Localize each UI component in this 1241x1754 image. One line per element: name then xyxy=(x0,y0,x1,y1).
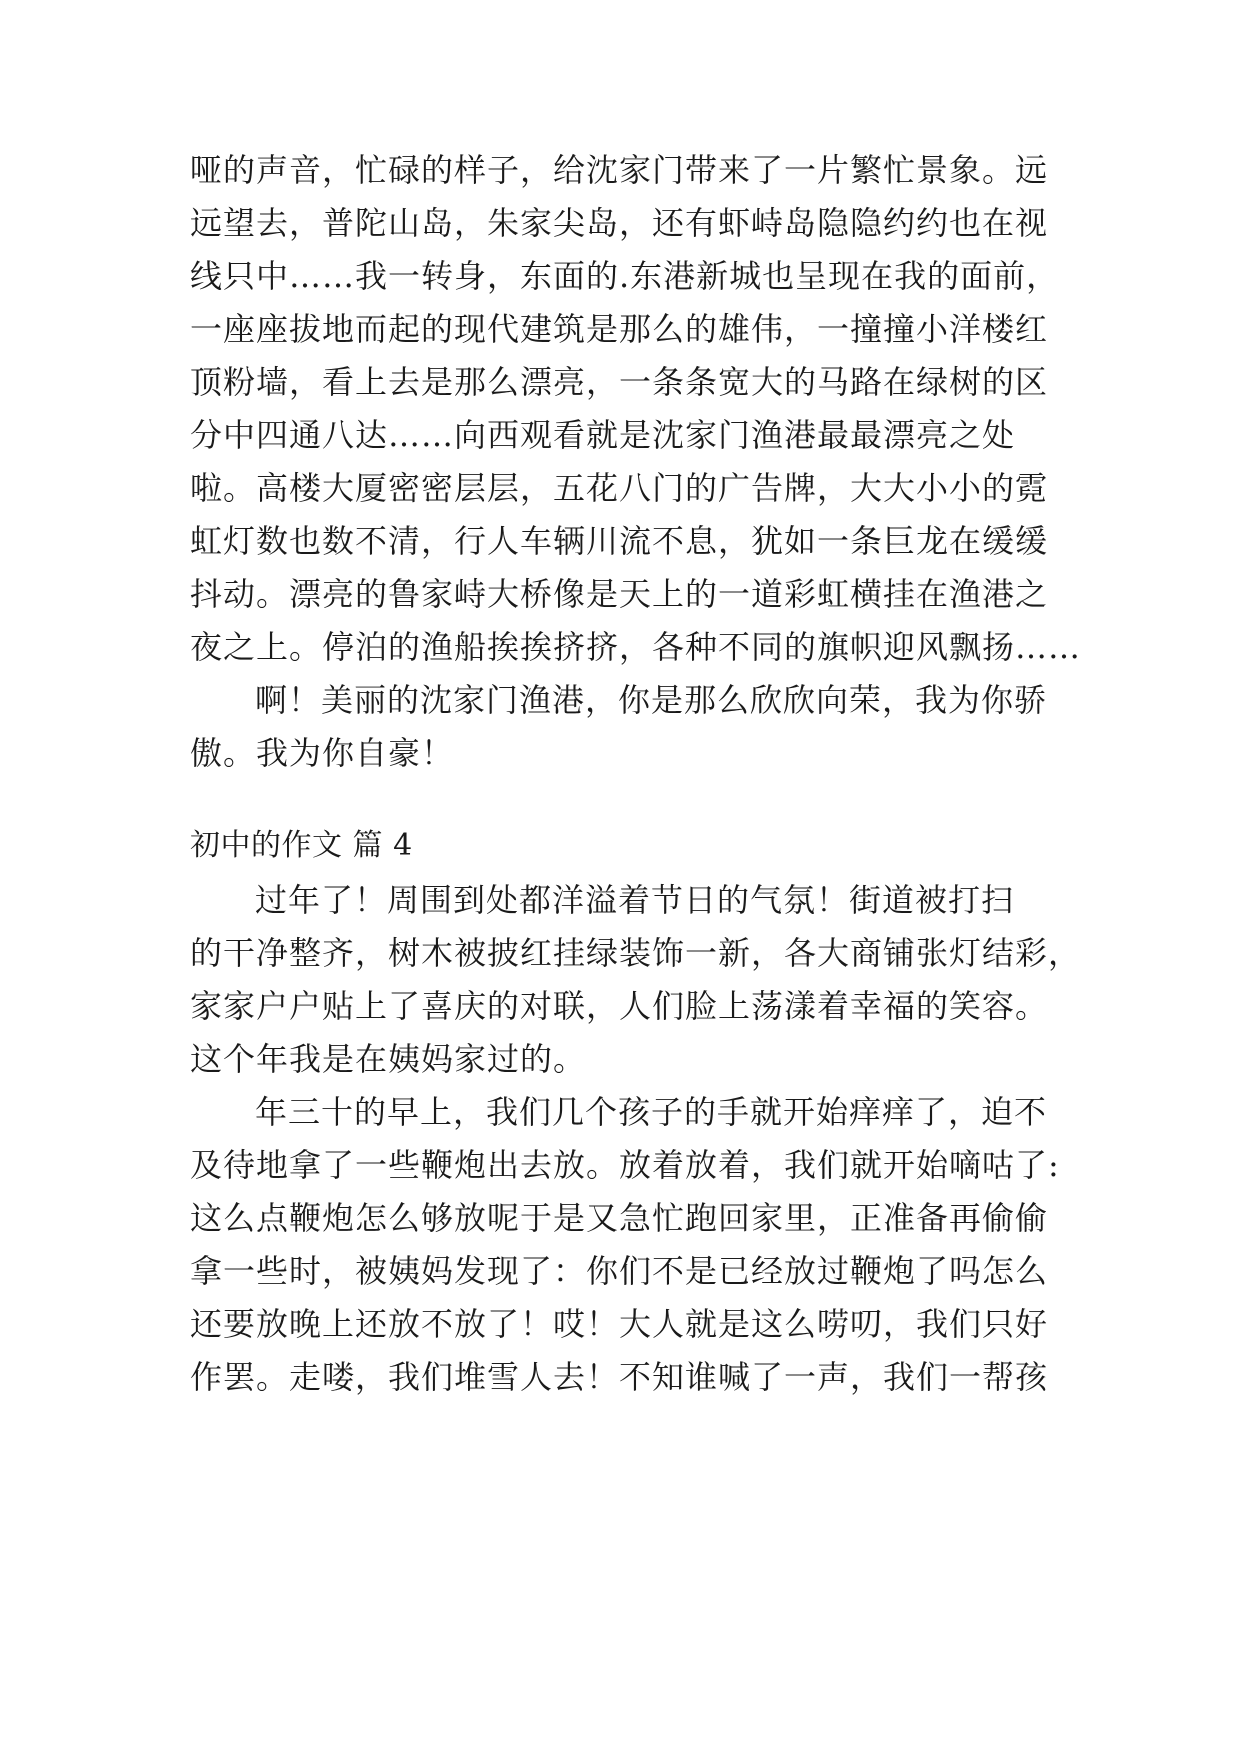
paragraph-line: 夜之上。停泊的渔船挨挨挤挤，各种不同的旗帜迎风飘扬…… xyxy=(190,628,1082,666)
paragraph-line: 过年了！周围到处都洋溢着节日的气氛！街道被打扫 xyxy=(255,881,1015,919)
paragraph-line: 年三十的早上，我们几个孩子的手就开始痒痒了，迫不 xyxy=(255,1093,1048,1131)
paragraph-line: 顶粉墙，看上去是那么漂亮，一条条宽大的马路在绿树的区 xyxy=(190,363,1049,401)
paragraph-line: 作罢。走喽，我们堆雪人去！不知谁喊了一声，我们一帮孩 xyxy=(190,1358,1049,1396)
paragraph-line: 的干净整齐，树木被披红挂绿装饰一新，各大商铺张灯结彩， xyxy=(190,934,1082,972)
paragraph-line: 一座座拔地而起的现代建筑是那么的雄伟，一撞撞小洋楼红 xyxy=(190,310,1049,348)
paragraph-line: 啊！美丽的沈家门渔港，你是那么欣欣向荣，我为你骄 xyxy=(255,681,1048,719)
paragraph-line: 哑的声音，忙碌的样子，给沈家门带来了一片繁忙景象。远 xyxy=(190,151,1049,189)
paragraph-line: 虹灯数也数不清，行人车辆川流不息，犹如一条巨龙在缓缓 xyxy=(190,522,1049,560)
paragraph-line: 分中四通八达……向西观看就是沈家门渔港最最漂亮之处 xyxy=(190,416,1016,454)
paragraph-line: 及待地拿了一些鞭炮出去放。放着放着，我们就开始嘀咕了: xyxy=(190,1146,1060,1184)
paragraph-line: 抖动。漂亮的鲁家峙大桥像是天上的一道彩虹横挂在渔港之 xyxy=(190,575,1049,613)
section-heading: 初中的作文 篇 4 xyxy=(190,828,413,863)
paragraph-line: 还要放晚上还放不放了！哎！大人就是这么唠叨，我们只好 xyxy=(190,1305,1049,1343)
paragraph-line: 这么点鞭炮怎么够放呢于是又急忙跑回家里，正准备再偷偷 xyxy=(190,1199,1049,1237)
paragraph-line: 傲。我为你自豪！ xyxy=(190,734,455,772)
paragraph-line: 啦。高楼大厦密密层层，五花八门的广告牌，大大小小的霓 xyxy=(190,469,1049,507)
paragraph-line: 这个年我是在姨妈家过的。 xyxy=(190,1040,587,1078)
paragraph-line: 拿一些时，被姨妈发现了：你们不是已经放过鞭炮了吗怎么 xyxy=(190,1252,1049,1290)
paragraph-line: 家家户户贴上了喜庆的对联，人们脸上荡漾着幸福的笑容。 xyxy=(190,987,1049,1025)
paragraph-line: 远望去，普陀山岛，朱家尖岛，还有虾峙岛隐隐约约也在视 xyxy=(190,204,1049,242)
paragraph-line: 线只中……我一转身，东面的.东港新城也呈现在我的面前， xyxy=(190,257,1060,295)
